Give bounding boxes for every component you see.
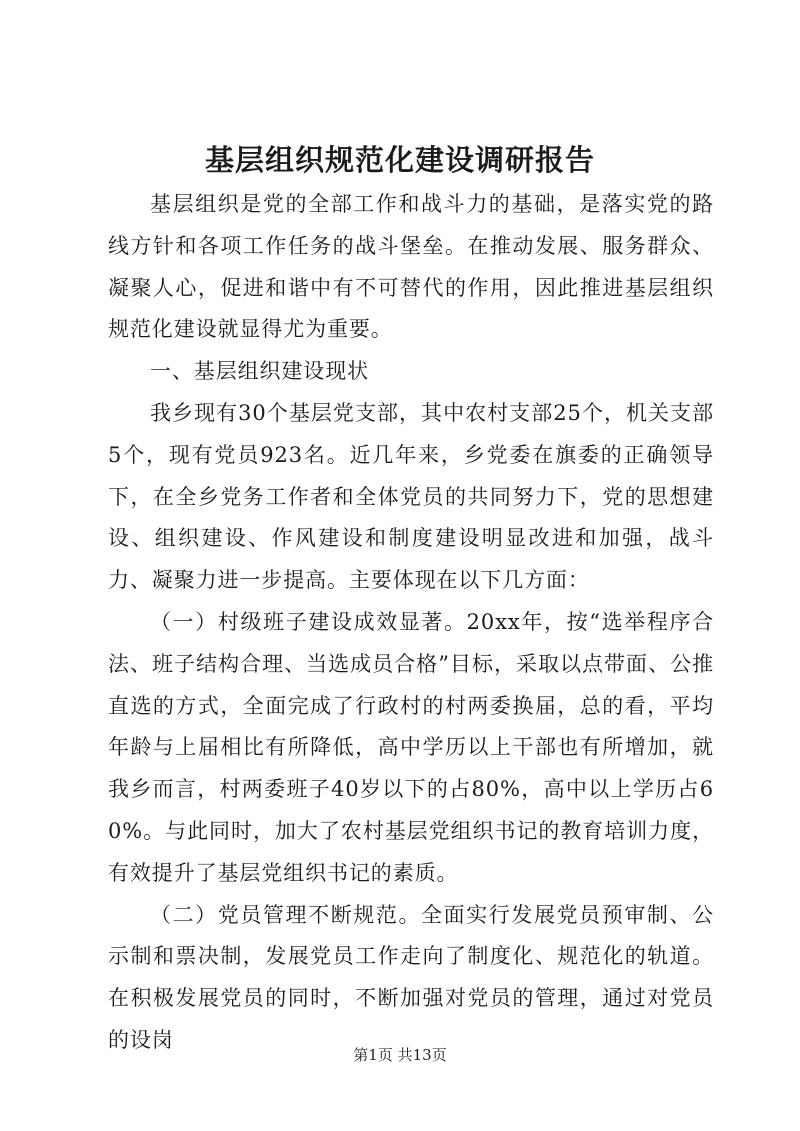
intro-paragraph: 基层组织是党的全部工作和战斗力的基础，是落实党的路线方针和各项工作任务的战斗堡垒。在推动发展、服务群众、凝聚人心，促进和谐中有不可替代的作用，因此推进基层组织规范化建设就显得尤为重要。 [108,192,714,342]
page-number: 第1页 共13页 [353,1046,447,1064]
village-team-paragraph: （一）村级班子建设成效显著。20xx年，按“选举程序合法、班子结构合理、当选成员合格”目标，采取以点带面、公推直选的方式，全面完成了行政村的村两委换届，总的看，平均年龄与上届相比有所降低，高中学历以上干部也有所增加，就我乡而言，村两委班子40岁以下的占80%，高中以上学历占60%。与此同时，加大了农村基层党组织书记的教育培训力度，有效提升了基层党组织书记的素质。 [108,609,714,885]
status-paragraph: 我乡现有30个基层党支部，其中农村支部25个，机关支部5个，现有党员923名。近几年来，乡党委在旗委的正确领导下，在全乡党务工作者和全体党员的共同努力下，党的思想建设、组织建设、作风建设和制度建设明显改进和加强，战斗力、凝聚力进一步提高。主要体现在以下几方面： [108,400,714,593]
page-title: 基层组织规范化建设调研报告 [204,143,595,177]
document-body [108,184,714,1062]
section-heading: 一、基层组织建设现状 [150,359,369,384]
member-management-paragraph: （二）党员管理不断规范。全面实行发展党员预审制、公示制和票决制，发展党员工作走向了制度化、规范化的轨道。在积极发展党员的同时，不断加强对党员的管理，通过对党员的设岗 [108,902,714,1052]
